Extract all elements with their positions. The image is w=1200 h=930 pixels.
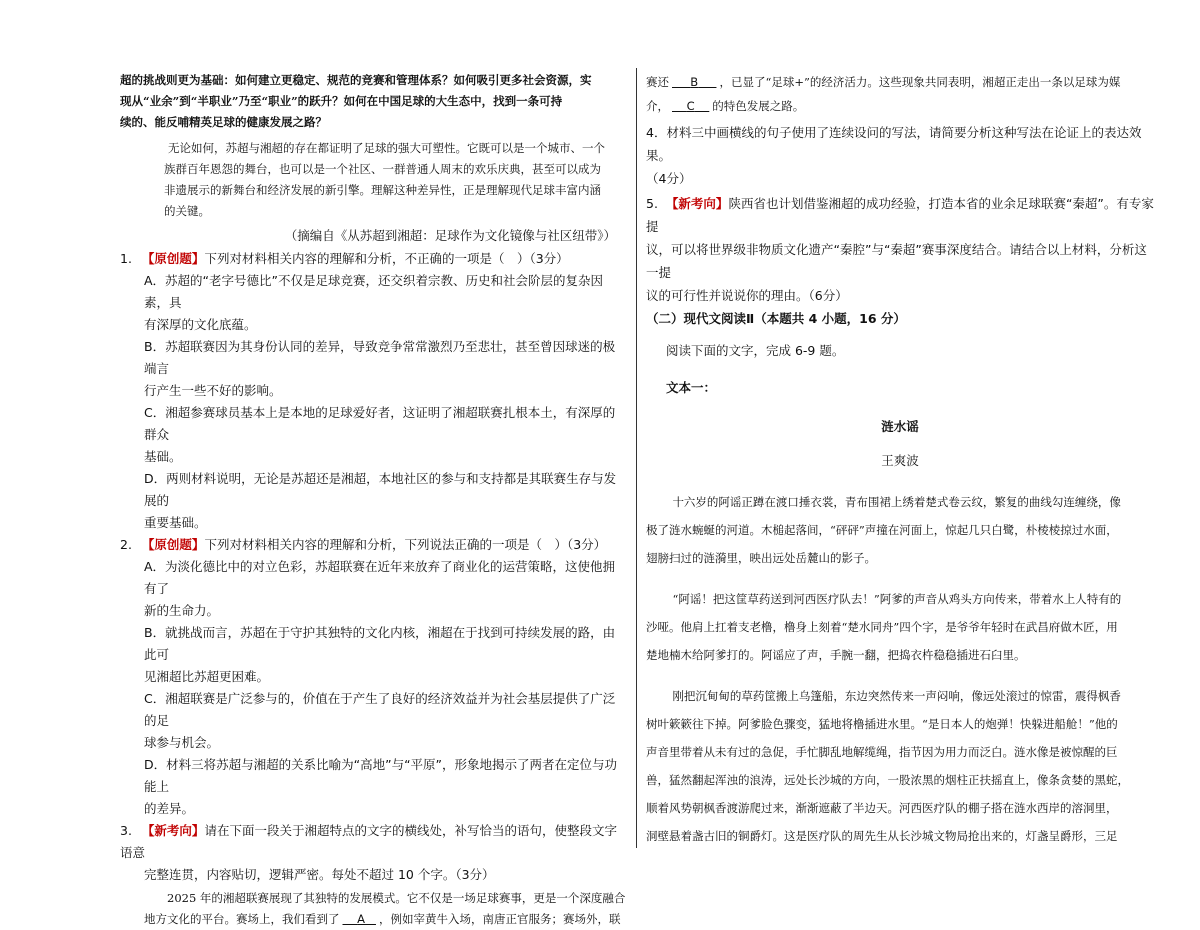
text-line: 续的、能反哺精英足球的健康发展之路？ — [120, 115, 327, 129]
question-text: 请在下面一段关于湘超特点的文字的横线处，补写恰当的语句，使整段文字语意 — [120, 823, 617, 860]
question-text-cont: （4分） — [646, 171, 692, 186]
option-d-cont: 重要基础。 — [144, 515, 207, 530]
text-line: 现从“业余”到“半职业”乃至“职业”的跃升？如何在中国足球的大生态中，找到一条可持 — [120, 94, 563, 108]
text-line: 顺着风势朝枫香渡游爬过来，渐渐遮蔽了半边天。河西医疗队的棚子搭在涟水西岸的溶洞里， — [646, 801, 1118, 815]
text-line — [646, 70, 1154, 94]
story-paragraph-2 — [646, 585, 1154, 669]
question-stem — [120, 820, 626, 864]
text-line: 十六岁的阿谣正蹲在渡口捶衣裳，青布围裙上绣着楚式卷云纹，繁复的曲线勾连缠绕，像 — [672, 495, 1121, 509]
blank-b-label: B — [690, 75, 699, 89]
blank-a-label: A — [357, 912, 365, 926]
q3-passage — [120, 888, 626, 930]
option-b-cont: 行产生一些不好的影响。 — [144, 383, 282, 398]
story-author: 王爽波 — [881, 453, 919, 468]
option-c-cont: 球参与机会。 — [144, 735, 220, 750]
story-paragraph-1 — [646, 488, 1154, 572]
right-column — [646, 70, 1154, 850]
blank-c-label: C — [686, 99, 695, 113]
question-text: 下列对材料相关内容的理解和分析，下列说法正确的一项是（ ）（3分） — [204, 537, 607, 552]
question-4 — [646, 121, 1154, 190]
text-segment: 介， — [646, 99, 669, 113]
text-line — [646, 94, 1154, 118]
section-title: （二）现代文阅读Ⅱ（本题共 4 小题，16 分） — [646, 311, 906, 326]
question-number: 5. — [646, 196, 658, 211]
option-a: A．苏超的“老字号德比”不仅是足球竞赛，还交织着宗教、历史和社会阶层的复杂因素，具 — [144, 273, 604, 310]
option-a-cont: 有深厚的文化底蕴。 — [144, 317, 257, 332]
text-line: “阿谣！把这筐草药送到河西医疗队去！”阿爹的声音从鸡头方向传来，带着水上人特有的 — [672, 592, 1122, 606]
text-line: 楚地楠木给阿爹打的。阿谣应了声，手腕一翻，把捣衣杵稳稳插进石臼里。 — [646, 648, 1026, 662]
text-line: 洞壁悬着盏古旧的铜爵灯。这是医疗队的周先生从长沙城文物局抢出来的，灯盏呈爵形，三足 — [646, 829, 1118, 843]
option-b: B．苏超联赛因为其身份认同的差异，导致竞争常常激烈乃至悲壮，甚至曾因球迷的极端言 — [144, 339, 616, 376]
text-line: 刚把沉甸甸的草药筐搬上乌篷船，东边突然传来一声闷响，像远处滚过的惊雷，震得枫香 — [672, 689, 1121, 703]
question-tag: 【新考向】 — [665, 196, 729, 211]
text-line: 声音里带着从未有过的急促，手忙脚乱地解缆绳，指节因为用力而泛白。涟水像是被惊醒的巨 — [646, 745, 1118, 759]
question-number: 2. — [120, 537, 132, 552]
option-c: C．湘超参赛球员基本上是本地的足球爱好者，这证明了湘超联赛扎根本土，有深厚的群众 — [144, 405, 616, 442]
option-b-cont: 见湘超比苏超更困难。 — [144, 669, 270, 684]
story-paragraph-3 — [646, 682, 1154, 850]
question-1 — [120, 248, 626, 534]
text-line: 非遗展示的新舞台和经济发展的新引擎。理解这种差异性，正是理解现代足球丰富内涵 — [164, 183, 601, 197]
question-tag: 【原创题】 — [141, 537, 205, 552]
question-5 — [646, 192, 1154, 307]
text-segment: 地方文化的平台。赛场上，我们看到了 — [144, 912, 340, 926]
intro-paragraph — [120, 70, 626, 133]
question-2 — [120, 534, 626, 820]
text-line: 族群百年恩怨的舞台，也可以是一个社区、一群普通人周末的欢乐庆典，甚至可以成为 — [164, 162, 601, 176]
q3-passage-cont — [646, 70, 1154, 118]
text-line: 树叶簌簌往下掉。阿爹脸色骤变，猛地将橹插进水里。“是日本人的炮弹！快躲进船舱！”他的 — [646, 717, 1118, 731]
column-divider — [636, 68, 637, 848]
text-line: 2025 年的湘超联赛展现了其独特的发展模式。它不仅是一场足球赛事，更是一个深度融合 — [167, 891, 626, 905]
reading-instruction: 阅读下面的文字，完成 6-9 题。 — [666, 343, 845, 358]
text-segment: 赛还 — [646, 75, 669, 89]
text-line — [144, 909, 626, 930]
question-stem — [120, 534, 626, 556]
text-line: 无论如何，苏超与湘超的存在都证明了足球的强大可塑性。它既可以是一个城市、一个 — [168, 141, 605, 155]
text-segment: 的特色发展之路。 — [712, 99, 805, 113]
option-a-cont: 新的生命力。 — [144, 603, 220, 618]
question-tag: 【新考向】 — [141, 823, 205, 838]
option-d: D．材料三将苏超与湘超的关系比喻为“高地”与“平原”，形象地揭示了两者在定位与功能上 — [144, 757, 618, 794]
left-column — [120, 70, 626, 930]
question-tag: 【原创题】 — [141, 251, 205, 266]
question-text: 陕西省也计划借鉴湘超的成功经验，打造本省的业余足球联赛“秦超”。有专家提 — [646, 196, 1154, 234]
question-text: 下列对材料相关内容的理解和分析，不正确的一项是（ ）（3分） — [204, 251, 569, 266]
text-segment: ，例如宰黄牛入场，南唐正官服务；赛场外，联 — [378, 912, 621, 926]
text-line: 兽，猛然翻起浑浊的浪涛，远处长沙城的方向，一股浓黑的烟柱正扶摇直上，像条贪婪的黑蛇， — [646, 773, 1129, 787]
option-c: C．湘超联赛是广泛参与的，价值在于产生了良好的经济效益并为社会基层提供了广泛的足 — [144, 691, 616, 728]
closing-paragraph — [120, 138, 626, 222]
question-text-cont: 议，可以将世界级非物质文化遗产“秦腔”与“秦超”赛事深度结合。请结合以上材料，分析这一提 — [646, 242, 1147, 280]
text-label: 文本一： — [666, 380, 717, 395]
text-line: 翅膀扫过的涟漪里，映出远处岳麓山的影子。 — [646, 551, 876, 565]
question-stem — [120, 248, 626, 270]
blank-b — [669, 75, 719, 89]
question-text: 4．材料三中画横线的句子使用了连续设问的写法，请简要分析这种写法在论证上的表达效果。 — [646, 125, 1142, 163]
option-d: D．两则材料说明，无论是苏超还是湘超，本地社区的参与和支持都是其联赛生存与发展的 — [144, 471, 617, 508]
text-line: 沙哑。他肩上扛着支老橹，橹身上刻着“楚水同舟”四个字，是爷爷年轻时在武昌府做木匠，用 — [646, 620, 1118, 634]
source-citation: （摘编自《从苏超到湘超：足球作为文化镜像与社区纽带》） — [284, 228, 616, 243]
text-segment: ，已显了“足球+”的经济活力。这些现象共同表明，湘超正走出一条以足球为媒 — [719, 75, 1121, 89]
question-stem — [646, 192, 1154, 238]
text-line: 超的挑战则更为基础：如何建立更稳定、规范的竞赛和管理体系？如何吸引更多社会资源，实 — [120, 73, 592, 87]
blank-a — [340, 912, 379, 926]
blank-c — [669, 99, 712, 113]
option-c-cont: 基础。 — [144, 449, 182, 464]
question-3 — [120, 820, 626, 886]
question-text-cont: 完整连贯，内容贴切，逻辑严密。每处不超过 10 个字。（3分） — [144, 867, 495, 882]
question-number: 3. — [120, 823, 132, 838]
text-line: 的关键。 — [164, 204, 210, 218]
story-title: 涟水谣 — [881, 419, 919, 434]
option-b: B．就挑战而言，苏超在于守护其独特的文化内核，湘超在于找到可持续发展的路，由此可 — [144, 625, 616, 662]
option-d-cont: 的差异。 — [144, 801, 195, 816]
question-number: 1. — [120, 251, 132, 266]
question-text-cont: 议的可行性并说说你的理由。（6分） — [646, 288, 848, 303]
option-a: A．为淡化德比中的对立色彩，苏超联赛在近年来放弃了商业化的运营策略，这使他拥有了 — [144, 559, 616, 596]
text-line: 极了涟水蜿蜒的河道。木槌起落间，“砰砰”声撞在河面上，惊起几只白鹭，朴棱棱掠过水面， — [646, 523, 1118, 537]
